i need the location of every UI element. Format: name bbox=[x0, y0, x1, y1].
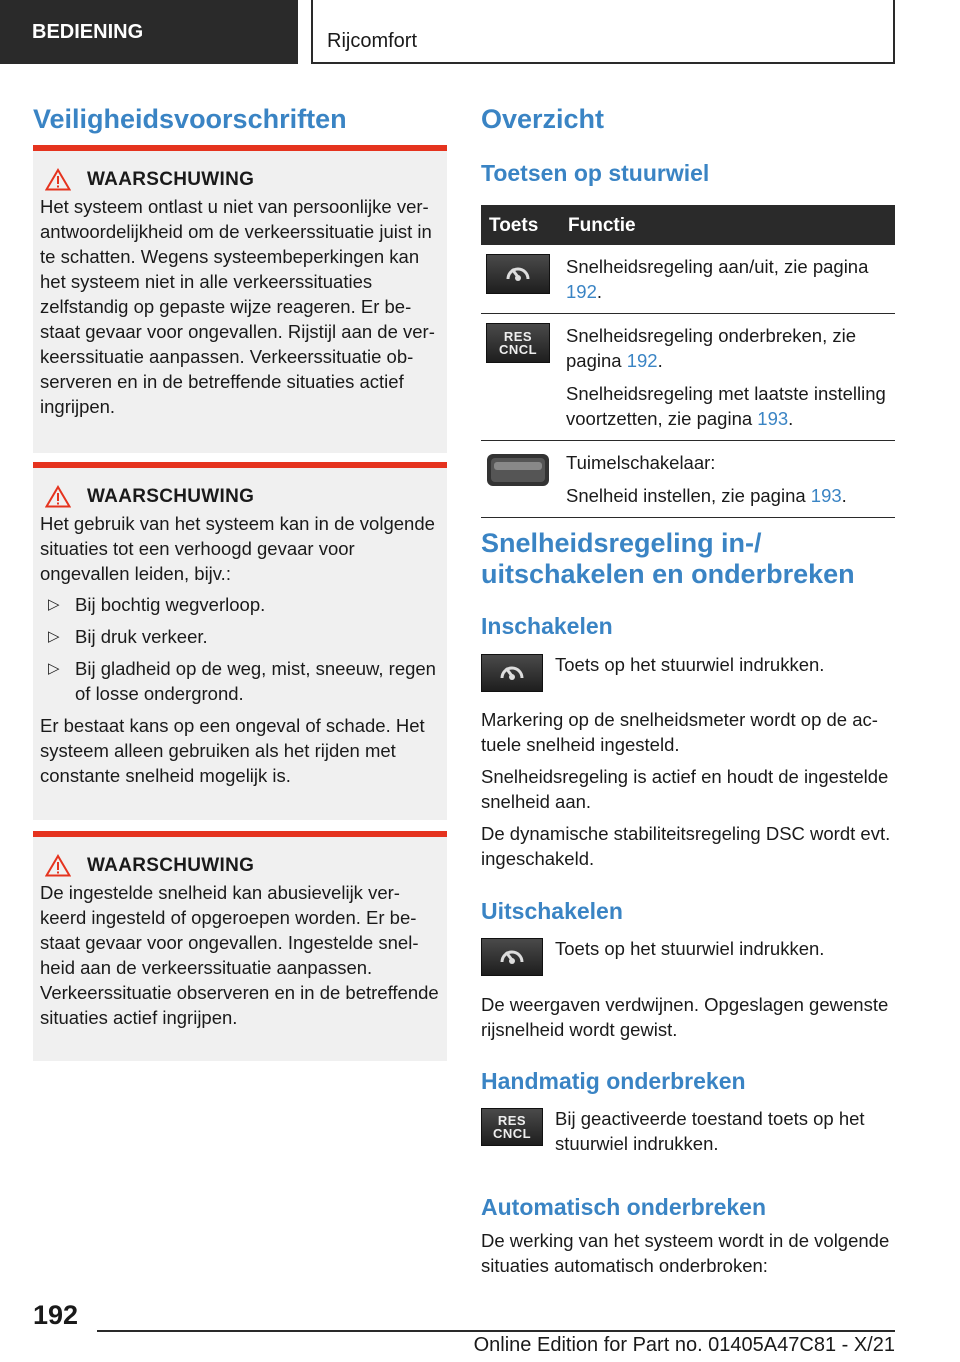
warning-heading bbox=[40, 853, 439, 878]
text: . bbox=[788, 408, 794, 429]
instruction-text: Bij geactiveerde toestand toets op het stuurwiel indrukken. bbox=[555, 1108, 865, 1154]
paragraph: Markering op de snelheidsmeter wordt op de actuele snelheid ingesteld. bbox=[481, 709, 878, 755]
list-item-text: Bij gladheid op de weg, mist, sneeuw, regen of losse ondergrond. bbox=[75, 658, 436, 704]
warning-box-3 bbox=[33, 831, 447, 1061]
warning-triangle-icon bbox=[45, 854, 71, 877]
paragraph: De weergaven verdwijnen. Opgeslagen gewenste rijsnelheid wordt gewist. bbox=[481, 994, 889, 1040]
warning-text: Het systeem ontlast u niet van persoonlijke verantwoordelijkheid om de verkeerssituatie juist in te schatten. Wegens systeembeperkingen kan het systeem niet in alle verkeerssituaties zelfstandig op gepaste wijze reageren. Er bestaat gevaar voor ongevallen. Rijstijl aan de verkeerssituatie aanpassen. Verkeerssituatie observeren en in de betreffende situaties actief ingrijpen. bbox=[40, 196, 435, 417]
section-title-line: Snelheidsregeling in-/ bbox=[481, 528, 762, 558]
text: Tuimelschakelaar: bbox=[566, 452, 716, 473]
warning-heading bbox=[40, 484, 439, 509]
table-cell-function bbox=[560, 441, 895, 518]
warning-bullet-list bbox=[40, 592, 439, 706]
table-cell-function bbox=[560, 245, 895, 314]
list-item bbox=[40, 624, 439, 649]
paragraph: De dynamische stabiliteitsregeling DSC wordt evt. ingeschakeld. bbox=[481, 823, 891, 869]
text: Snelheid instellen, zie pagina bbox=[566, 485, 811, 506]
instruction-on bbox=[481, 652, 895, 692]
instruction-manual bbox=[481, 1106, 895, 1156]
warning-label: WAARSCHUWING bbox=[87, 169, 255, 190]
bullet-triangle-icon: ▷ bbox=[48, 596, 60, 613]
icon-label: RES bbox=[497, 1113, 527, 1128]
bullet-triangle-icon: ▷ bbox=[48, 660, 60, 677]
automatic-description bbox=[481, 1228, 895, 1285]
warning-triangle-icon bbox=[45, 485, 71, 508]
function-text bbox=[566, 254, 891, 304]
warning-box-2 bbox=[33, 462, 447, 820]
warning-text: De ingestelde snelheid kan abusievelijk verkeerd ingesteld of opgeroepen worden. Er bestaat gevaar voor ongevallen. Ingestelde snelheid aan de verkeerssituatie aanpassen. Verkeerssituatie observeren en in de betreffende situaties actief ingrijpen. bbox=[40, 882, 439, 1028]
table-cell-icon bbox=[481, 245, 560, 314]
table-row bbox=[481, 441, 895, 518]
buttons-table bbox=[481, 205, 895, 518]
text: . bbox=[596, 281, 603, 302]
warning-box-1 bbox=[33, 145, 447, 453]
function-text bbox=[566, 450, 891, 475]
warning-label: WAARSCHUWING bbox=[87, 855, 255, 876]
buttons-subtitle: Toetsen op stuurwiel bbox=[481, 160, 710, 186]
page-link[interactable]: 193 bbox=[810, 485, 842, 506]
section-title bbox=[481, 528, 855, 590]
res-cncl-icon bbox=[481, 1108, 543, 1146]
icon-label: CNCL bbox=[492, 1126, 532, 1141]
page-link[interactable]: 193 bbox=[757, 408, 789, 429]
safety-title: Veiligheidsvoorschriften bbox=[33, 104, 347, 134]
footer-divider bbox=[97, 1330, 895, 1332]
on-description bbox=[481, 707, 895, 878]
table-row bbox=[481, 314, 895, 441]
cruise-control-icon bbox=[481, 654, 543, 692]
off-description bbox=[481, 992, 895, 1049]
subsection-title-manual: Handmatig onderbreken bbox=[481, 1068, 746, 1094]
text: . bbox=[657, 350, 663, 371]
text: Snelheidsregeling aan/uit, zie pagina bbox=[566, 256, 869, 277]
warning-heading bbox=[40, 167, 439, 192]
chapter-title: Rijcomfort bbox=[311, 0, 895, 64]
cruise-control-icon bbox=[486, 254, 550, 294]
rocker-switch-icon bbox=[486, 450, 550, 490]
warning-triangle-icon bbox=[45, 168, 71, 191]
function-text bbox=[566, 381, 891, 431]
subsection-title-automatic: Automatisch onderbreken bbox=[481, 1194, 766, 1220]
list-item-text: Bij druk verkeer. bbox=[75, 626, 208, 647]
table-cell-function bbox=[560, 314, 895, 441]
column-header-function: Functie bbox=[560, 205, 895, 245]
table-cell-icon bbox=[481, 441, 560, 518]
text: . bbox=[841, 485, 847, 506]
list-item bbox=[40, 656, 439, 706]
list-item-text: Bij bochtig wegverloop. bbox=[75, 594, 266, 615]
icon-label: RES bbox=[503, 329, 533, 344]
warning-intro: Het gebruik van het systeem kan in de volgende situaties tot een verhoogd gevaar voor ongevallen leiden, bijv.: bbox=[40, 513, 435, 584]
edition-text: Online Edition for Part no. 01405A47C81 - X/21 bbox=[473, 1334, 895, 1356]
page-link[interactable]: 192 bbox=[626, 350, 658, 371]
function-text bbox=[566, 483, 891, 508]
res-cncl-icon bbox=[486, 323, 550, 363]
warning-outro: Er bestaat kans op een ongeval of schade. Het systeem alleen gebruiken als het rijden met constante snelheid mogelijk is. bbox=[40, 715, 425, 786]
table-header-row bbox=[481, 205, 895, 245]
overview-title: Overzicht bbox=[481, 104, 605, 134]
warning-label: WAARSCHUWING bbox=[87, 486, 255, 507]
page-number: 192 bbox=[33, 1300, 79, 1330]
page-link[interactable]: 192 bbox=[566, 281, 597, 302]
cruise-control-icon bbox=[481, 938, 543, 976]
paragraph: De werking van het systeem wordt in de volgende situaties automatisch onderbroken: bbox=[481, 1230, 890, 1276]
column-header-key: Toets bbox=[481, 205, 560, 245]
section-tab: BEDIENING bbox=[0, 0, 298, 64]
table-cell-icon bbox=[481, 314, 560, 441]
icon-label: CNCL bbox=[498, 342, 538, 357]
text: Snelheidsregeling met laatste instelling voortzetten, zie pagina bbox=[566, 383, 886, 429]
list-item bbox=[40, 592, 439, 617]
instruction-off bbox=[481, 936, 895, 976]
function-text bbox=[566, 323, 891, 373]
instruction-text: Toets op het stuurwiel indrukken. bbox=[555, 938, 825, 959]
instruction-text: Toets op het stuurwiel indrukken. bbox=[555, 654, 825, 675]
subsection-title-on: Inschakelen bbox=[481, 613, 613, 639]
subsection-title-off: Uitschakelen bbox=[481, 898, 623, 924]
text: Snelheidsregeling onderbreken, zie pagina bbox=[566, 325, 857, 371]
bullet-triangle-icon: ▷ bbox=[48, 628, 60, 645]
section-title-line: uitschakelen en onderbreken bbox=[481, 559, 855, 589]
paragraph: Snelheidsregeling is actief en houdt de ingestelde snelheid aan. bbox=[481, 766, 889, 812]
table-row bbox=[481, 245, 895, 314]
